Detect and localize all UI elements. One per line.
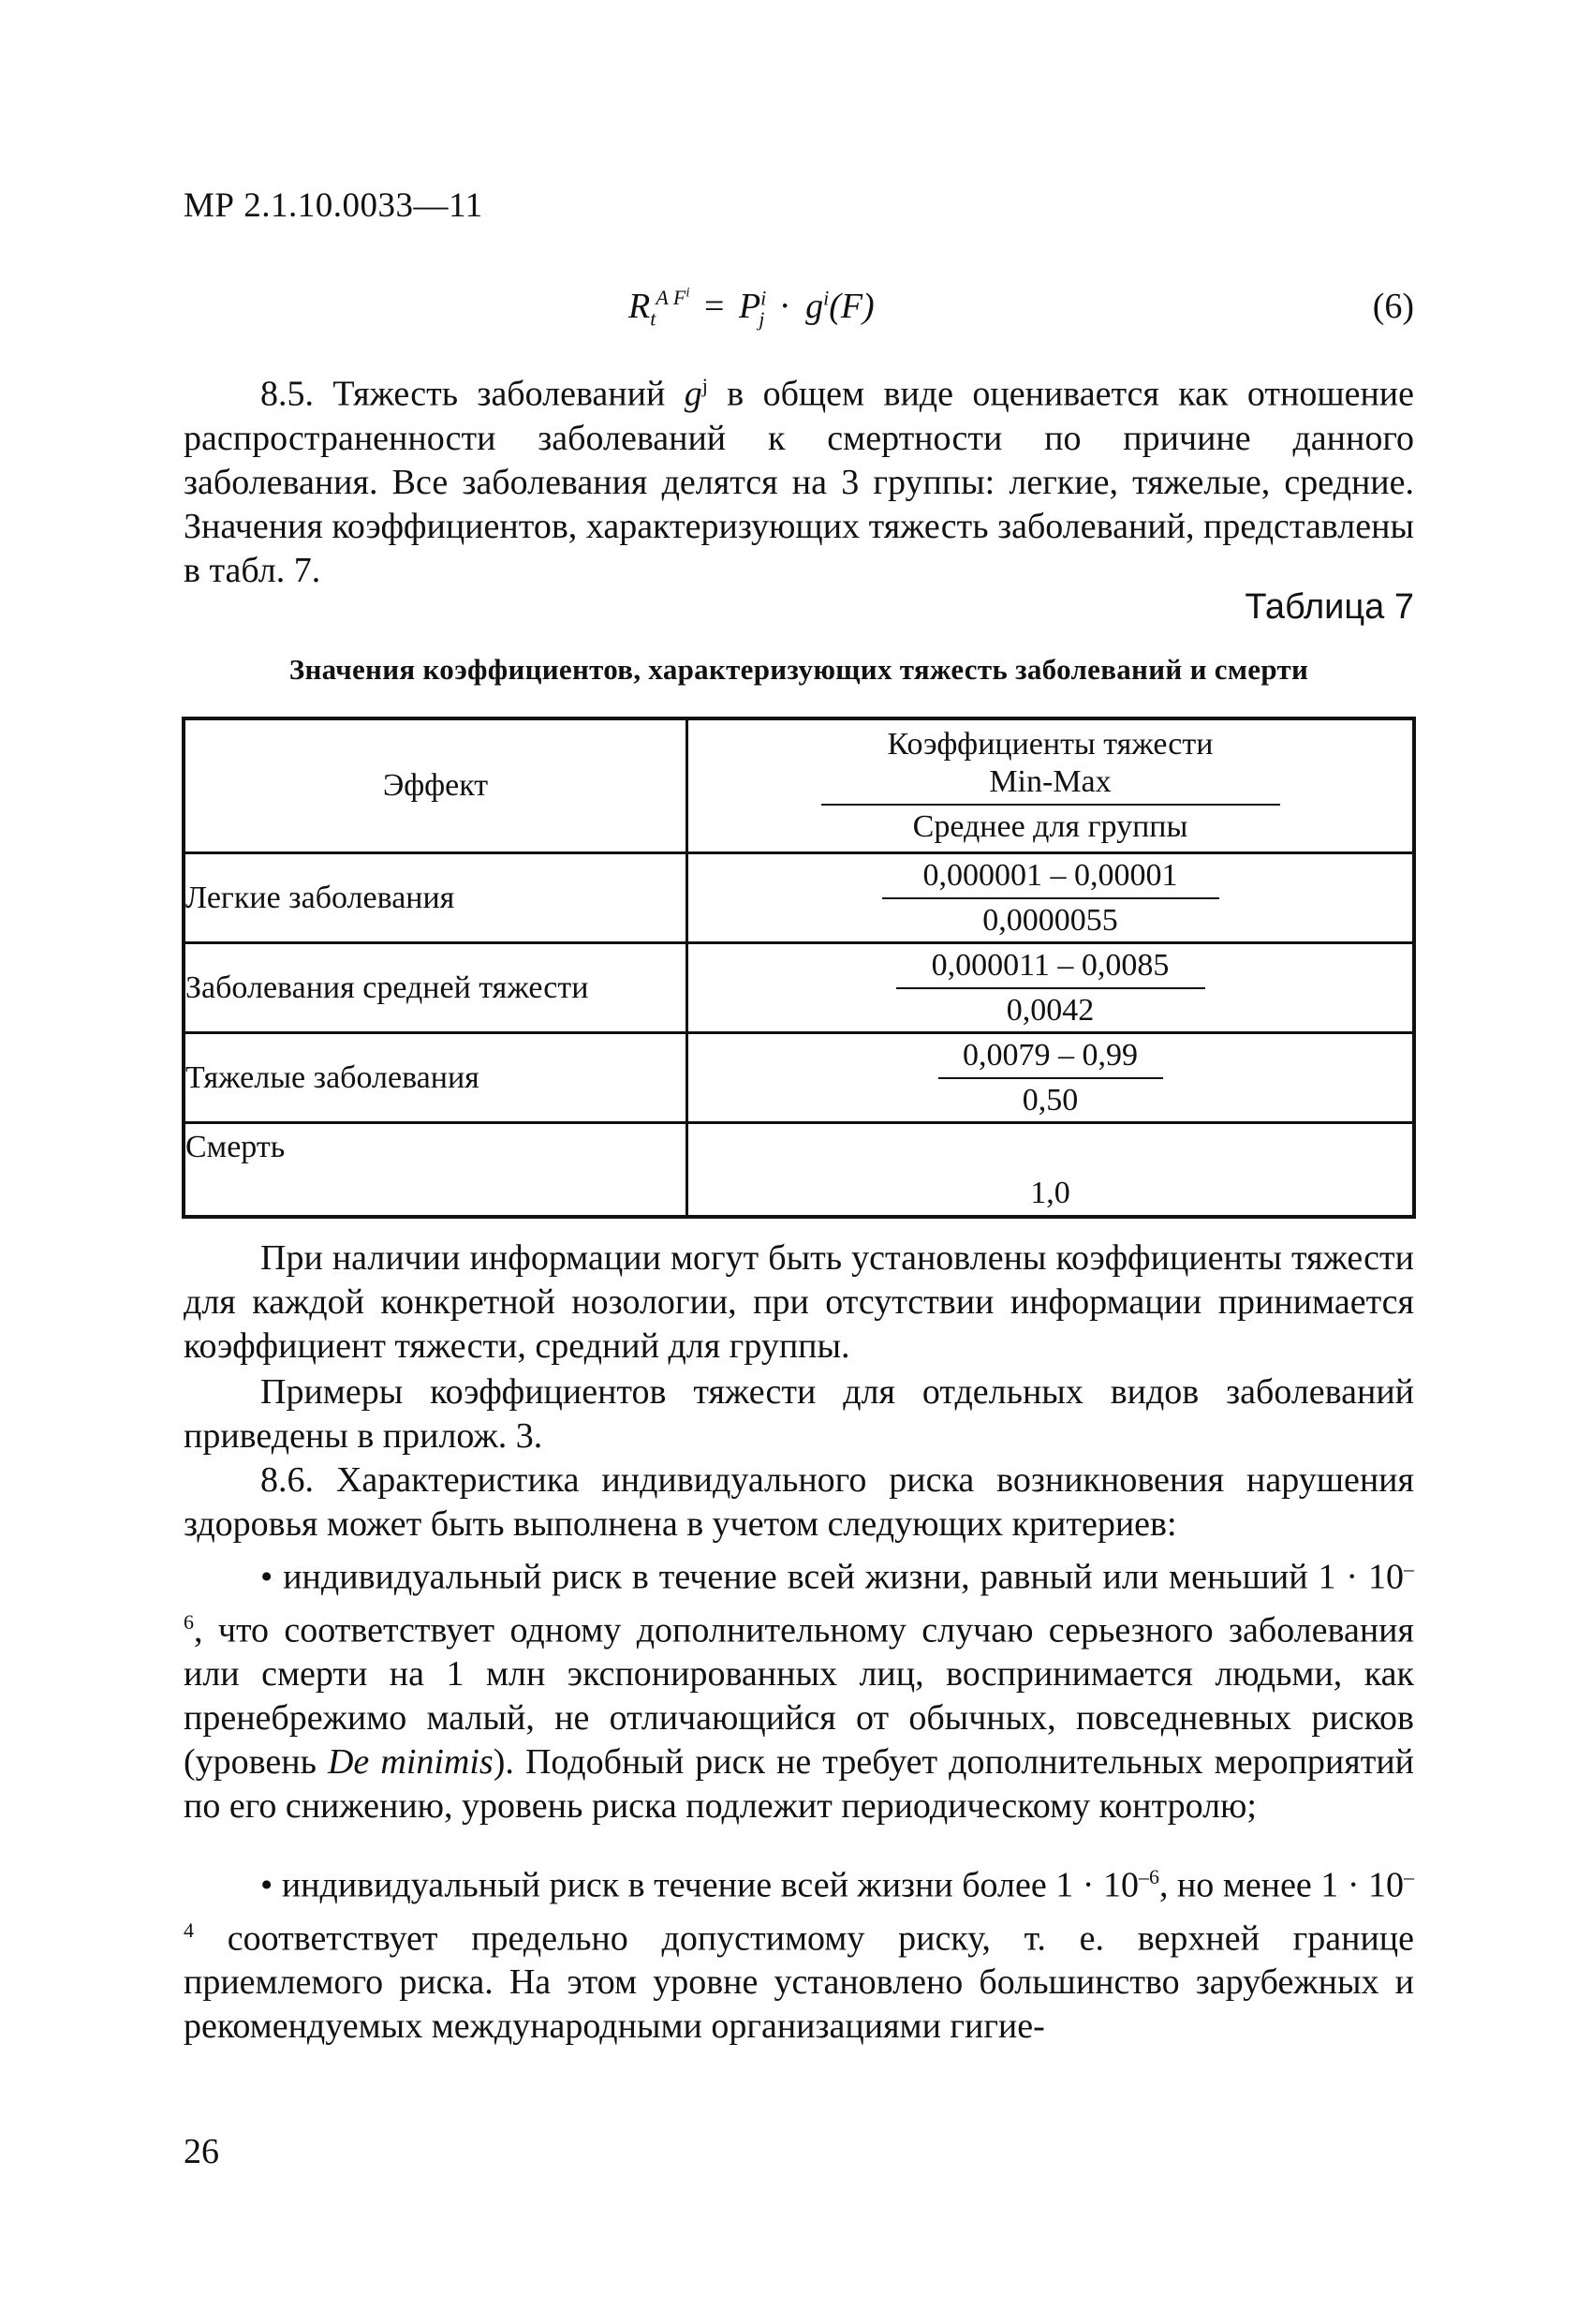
bullet1-text-b: , что соответствует одному дополнительному случаю серьезного заболевания или смерти на 1 млн экспонированных лиц, воспринимается людьми, как пренебрежимо малый, не отличающийся от обычных, повседневных рисков (уровень — [184, 1610, 1414, 1783]
bullet1-text-c: ). Подобный риск не требует дополнительных мероприятий по его снижению, уровень риска подлежит периодическому контролю; — [184, 1742, 1414, 1827]
header-coef-line1: Коэффициенты тяжести — [887, 727, 1214, 762]
para-8-5-end: в общем виде оценивается как отношение распространенности заболеваний к смертности по причине данного заболевания. Все заболевания делятся на 3 группы: легкие, тяжелые, средние. Значения коэффициентов, характеризующих тяжесть заболеваний, представлены в табл. 7. — [184, 374, 1414, 590]
bullet2-text-c: соответствует предельно допустимому риску, т. е. верхней границе приемлемого риска. На этом уровне установлено большинство зарубежных и рекомендуемых международными организациями гигие- — [184, 1918, 1414, 2047]
row-mean: 0,0000055 — [982, 902, 1118, 938]
table-title: Значения коэффициентов, характеризующих тяжесть заболеваний и смерти — [288, 653, 1309, 686]
bullet2-text-b: , но менее 1 · 10 — [1158, 1865, 1404, 1905]
bullet-item — [184, 1547, 1414, 1828]
formula-p-sub: j — [759, 306, 765, 331]
page-number: 26 — [184, 2132, 219, 2171]
row-effect: Легкие заболевания — [184, 853, 687, 943]
bullet2-exponent-2: –4 — [184, 1865, 1414, 1942]
table-row — [184, 943, 1414, 1033]
row-effect: Заболевания средней тяжести — [184, 943, 687, 1033]
formula-p: P — [738, 287, 761, 326]
header-effect: Эффект — [184, 718, 687, 853]
formula-r-sub: t — [650, 306, 656, 331]
formula-g-sup: i — [823, 286, 830, 310]
row-range: 0,000001 – 0,00001 — [922, 857, 1178, 893]
formula-expression — [628, 286, 875, 332]
table-row — [184, 1033, 1414, 1123]
document-header: МР 2.1.10.0033—11 — [184, 186, 483, 225]
formula-g: g — [805, 287, 824, 326]
paragraph-8-5 — [184, 363, 1414, 593]
row-fraction-line — [896, 987, 1205, 989]
row-fraction-line — [882, 897, 1219, 899]
coefficients-table — [182, 717, 1416, 1219]
formula-p-sup: i — [760, 286, 767, 310]
row-value — [687, 943, 1415, 1033]
formula-r: R — [628, 287, 651, 326]
paragraph-examples: Примеры коэффициентов тяжести для отдельных видов заболеваний приведены в прилож. 3. — [184, 1372, 1414, 1456]
row-value: 1,0 — [687, 1123, 1415, 1218]
formula-r-sup2: i — [685, 286, 690, 302]
bullet-item — [184, 1855, 1414, 2049]
row-mean: 0,50 — [1022, 1082, 1079, 1118]
row-value — [687, 1033, 1415, 1123]
paragraph-8-6: 8.6. Характеристика индивидуального риска возникновения нарушения здоровья может быть выполнена в учетом следующих критериев: — [184, 1460, 1414, 1544]
row-fraction-line — [938, 1077, 1163, 1079]
table-label: Таблица 7 — [1245, 587, 1414, 627]
paragraph-info: При наличии информации могут быть установлены коэффициенты тяжести для каждой конкретной нозологии, при отсутствии информации принимается коэффициент тяжести, средний для группы. — [184, 1238, 1414, 1366]
row-mean: 0,0042 — [1006, 992, 1095, 1028]
formula-g-arg: (F) — [829, 287, 875, 326]
row-range: 0,000011 – 0,0085 — [931, 947, 1170, 983]
row-range: 0,0079 – 0,99 — [963, 1037, 1138, 1073]
para-8-5-start: 8.5. Тяжесть заболеваний — [260, 374, 685, 414]
formula-equals: = — [704, 287, 725, 326]
header-coef-line2: Min-Max — [989, 764, 1112, 799]
row-effect: Тяжелые заболевания — [184, 1033, 687, 1123]
bullet1-text-a: • индивидуальный риск в течение всей жизни, равный или меньший 1 · 10 — [260, 1557, 1404, 1597]
bullet1-italic: De minimis — [327, 1742, 494, 1783]
table-row — [184, 853, 1414, 943]
header-coefficients — [687, 718, 1415, 853]
header-fraction-line — [821, 804, 1280, 806]
row-effect: Смерть — [184, 1123, 687, 1218]
table-header-row — [184, 718, 1414, 853]
equation-number: (6) — [1372, 287, 1414, 326]
formula-dot: · — [778, 287, 791, 326]
formula-r-sup: A F — [656, 286, 686, 310]
para-8-5-g: g — [684, 374, 702, 414]
bullet1-exponent: –6 — [184, 1557, 1414, 1634]
formula-6 — [184, 286, 1414, 342]
para-8-5-gsup: j — [701, 374, 708, 397]
bullet2-exponent-1: –6 — [1138, 1865, 1159, 1888]
row-value — [687, 853, 1415, 943]
header-coef-line3: Среднее для группы — [912, 809, 1188, 844]
bullet2-text-a: • индивидуальный риск в течение всей жизни более 1 · 10 — [260, 1865, 1139, 1905]
table-row — [184, 1123, 1414, 1218]
